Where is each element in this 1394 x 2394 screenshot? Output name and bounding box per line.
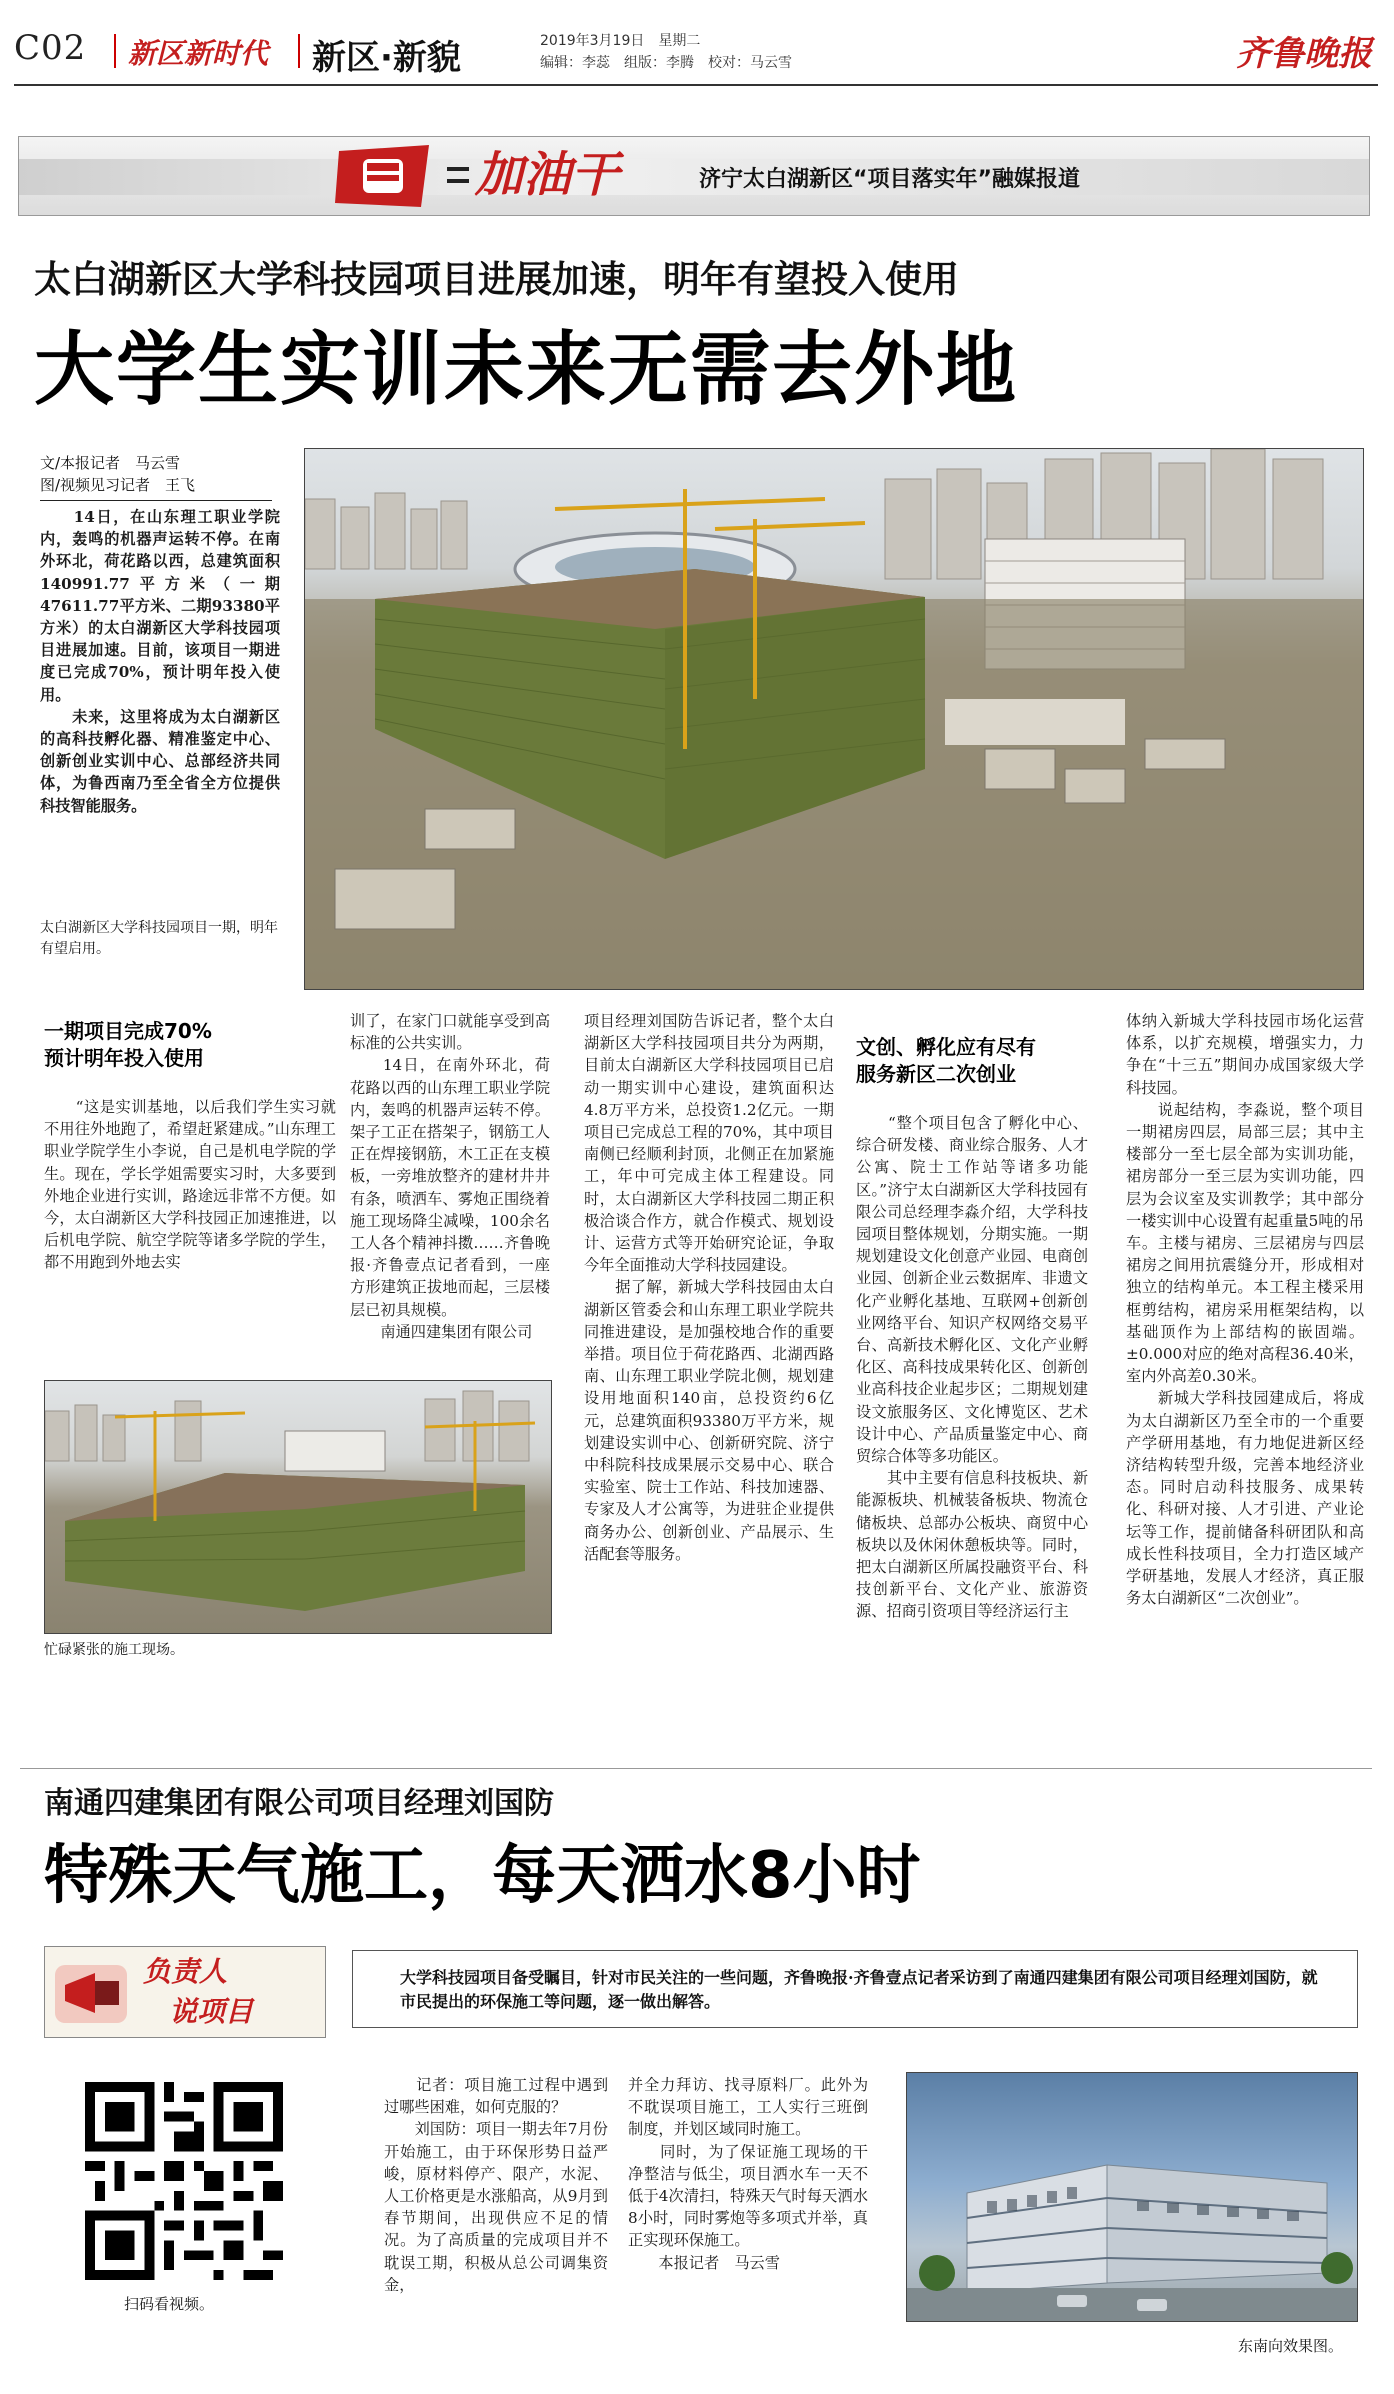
article1-headline: 大学生实训未来无需去外地 [34,323,1018,416]
subhead-progress: 一期项目完成70% 预计明年投入使用 [44,1019,212,1070]
banner-equals [447,167,469,183]
construction-photo-site [44,1380,552,1634]
section-title: 新区·新貌 [312,38,461,78]
article1-kicker: 太白湖新区大学科技园项目进展加速，明年有望投入使用 [34,258,959,301]
date-line: 2019年3月19日 星期二 [540,33,701,49]
megaphone-icon [51,1955,135,2031]
column-logo [44,1946,326,2038]
article1-col4: “整个项目包含了孵化中心、综合研发楼、商业综合服务、人才公寓、院士工作站等诸多功能区。”济宁太白湖新区大学科技园有限公司总经理李淼介绍，大学科技园项目整体规划，分期实施。一期规划建设文化创意产业园、电商创业园、创新企业云数据库、非遗文化产业孵化基地、互联网+创新创业网络平台、知识产权网络交易平台、高新技术孵化区、文化产业孵化区、高科技成果转化区、创新创业高科技企业起步区；二期规划建设文旅服务区、文化博览区、艺术设计中心、产品质量鉴定中心、商贸综合体等多功能区。 其中主要有信息科技板块、新能源板块、机械装备板块、物流仓储板块、总部办公板块、商贸中心板块以及休闲休憩板块等。同时，把太白湖新区所属投融资平台、科技创新平台、文化产业、旅游资源、招商引资项目等经济运行主 [856,1114,1088,1621]
qr-pattern [84,2082,284,2280]
section-calligraphy: 新区新时代 [128,37,269,70]
byline-rule [40,500,272,501]
article1-col1: “这是实训基地，以后我们学生实习就不用往外地跑了，希望赶紧建成。”山东理工职业学院学生小李说，自己是机电学院的学生。现在，学长学姐需要实习时，大多要到外地企业进行实训，路途远非常不方便。如今，太白湖新区大学科技园正加速推进，以后机电学院、航空学院等诸多学院的学生，都不用跑到外地去实 [44,1098,336,1272]
article2-col2: 并全力拜访、找寻原料厂。此外为不耽误项目施工，工人实行三班倒制度，并划区域同时施工。 同时，为了保证施工现场的干净整洁与低尘，项目洒水车一天不低于4次清扫，特殊天气时每天洒水8小时，同时雾炮等多项式并举，真正实现环保施工。 本报记者 马云雪 [628,2076,868,2272]
qr-code[interactable] [84,2082,284,2280]
article1-lead: 14日，在山东理工职业学院内，轰鸣的机器声运转不停。在南外环北，荷花路以西，总建筑面积140991.77平方米（一期47611.77平方米、二期93380平方米）的太白湖新区大学科技园项目进展加速。目前，该项目一期进度已完成70%，预计明年投入使用。 未来，这里将成为太白湖新区的高科技孵化器、精准鉴定中心、创新创业实训中心、总部经济共同体，为鲁西南乃至全省全方位提供科技智能服务。 [40,508,280,815]
subhead-incubation: 文创、孵化应有尽有 服务新区二次创业 [856,1035,1036,1086]
logo-line1: 负责人 [143,1955,228,1988]
article1-col3: 项目经理刘国防告诉记者，整个太白湖新区大学科技园项目共分为两期，目前太白湖新区大学科技园项目已启动一期实训中心建设，建筑面积达4.8万平方米，总投资1.2亿元。一期项目已完成总工程的70%，其中项目南侧已经顺利封顶，北侧正在加紧施工，年中可完成主体工程建设。同时，太白湖新区大学科技园二期正积极洽谈合作方，就合作模式、规划设计、运营方式等开始研究论证，争取今年全面推动大学科技园建设。 据了解，新城大学科技园由太白湖新区管委会和山东理工职业学院共同推进建设，是加强校地合作的重要举措。项目位于荷花路西、北湖西路南、山东理工职业学院北侧，规划建设用地面积140亩，总投资约6亿元，总建筑面积93380万平方米，规划建设实训中心、创新研究院、济宁中科院科技成果展示交易中心、联合实验室、院士工作站、科技加速器、专家及人才公寓等，为进驻企业提供商务办公、创新创业、产品展示、生活配套等服务。 [584,1012,834,1563]
fist-icon [329,141,439,213]
photo2-caption: 忙碌紧张的施工现场。 [44,1642,184,1658]
banner-slogan: 加油干 [475,147,620,203]
article2-headline: 特殊天气施工，每天洒水8小时 [44,1839,921,1913]
banner-strip [19,159,1369,195]
rendering-photo [906,2072,1358,2322]
header-rule [14,84,1378,86]
banner-text: 济宁太白湖新区“项目落实年”融媒报道 [699,167,1080,192]
header-divider-2 [298,34,300,68]
qr-caption: 扫码看视频。 [124,2295,215,2313]
header-divider [114,34,116,68]
rendering-caption: 东南向效果图。 [1238,2337,1344,2355]
photo1-caption: 太白湖新区大学科技园项目一期，明年有望启用。 [40,920,278,957]
article1-col2: 训了，在家门口就能享受到高标准的公共实训。 14日，在南外环北，荷花路以西的山东理工职业学院内，轰鸣的机器声运转不停。架子工正在搭架子，钢筋工人正在焊接钢筋，木工正在支模板，一旁堆放整齐的建材井井有条，喷洒车、雾炮正围绕着施工现场降尘减噪，100余名工人各个精神抖擞……齐鲁晚报·齐鲁壹点记者看到，一座方形建筑正拔地而起，三层楼层已初具规模。 南通四建集团有限公司 [350,1012,550,1341]
article2-col1: 记者：项目施工过程中遇到过哪些困难，如何克服的？ 刘国防：项目一期去年7月份开始施工，由于环保形势日益严峻，原材料停产、限产，水泥、人工价格更是水涨船高，从9月到春节期间，出现供应不足的情况。为了高质量的完成项目并不耽误工期，积极从总公司调集资金， [384,2076,608,2294]
site-scene [45,1381,552,1634]
section-divider [20,1768,1372,1769]
rendering-scene [907,2073,1358,2322]
page-number: C02 [14,28,87,68]
byline-photographer: 图/视频见习记者 王飞 [40,476,196,494]
logo-line2: 说项目 [169,1993,253,2031]
article1-col5: 体纳入新城大学科技园市场化运营体系，以扩充规模，增强实力，力争在“十三五”期间办成国家级大学科技园。 说起结构，李淼说，整个项目一期裙房四层，局部三层；其中主楼部分一至七层全部为实训功能，裙房部分一至三层为实训功能，四层为会议室及实训教学；其中部分一楼实训中心设置有起重量5吨的吊车。主楼与裙房、三层裙房与四层裙房之间用抗震缝分开，形成相对独立的结构单元。本工程主楼采用框剪结构，裙房采用框架结构，以基础顶作为上部结构的嵌固端。±0.000对应的绝对高程36.40米，室内外高差0.30米。 新城大学科技园建成后，将成为太白湖新区乃至全市的一个重要产学研用基地，有力地促进新区经济结构转型升级，完善本地经济业态。同时启动科技服务、成果转化、科研对接、人才引进、产业论坛等工作，提前储备科研团队和高成长性科技项目，全力打造区域产学研基地，发展人才经济，真正服务太白湖新区“二次创业”。 [1126,1012,1364,1608]
staff-line: 编辑：李蕊 组版：李腾 校对：马云雪 [540,55,792,71]
article2-kicker: 南通四建集团有限公司项目经理刘国防 [44,1786,554,1821]
construction-photo-main [304,448,1364,990]
construction-scene [305,449,1364,990]
campaign-banner [18,136,1370,216]
masthead-logo: 齐鲁晚报 [1236,34,1372,74]
article2-intro: 大学科技园项目备受瞩目，针对市民关注的一些问题，齐鲁晚报·齐鲁壹点记者采访到了南通四建集团有限公司项目经理刘国防，就市民提出的环保施工等问题，逐一做出解答。 [400,1968,1318,2011]
byline-writer: 文/本报记者 马云雪 [40,454,181,472]
